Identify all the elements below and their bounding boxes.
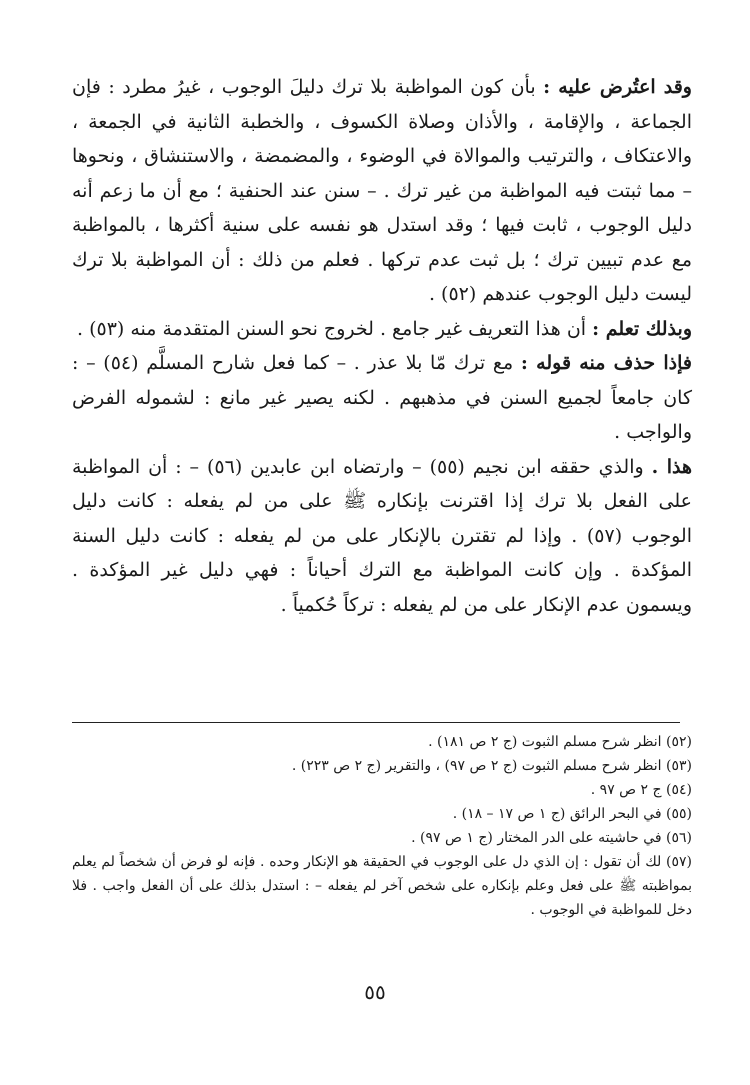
paragraph-objection [72,70,692,312]
footnote-52: (٥٢) انظر شرح مسلم الثبوت (ج ٢ ص ١٨١) . [428,734,692,750]
footnote-57: (٥٧) لك أن تقول : إن الذي دل على الوجوب في الحقيقة هو الإنكار وحده . فإنه لو فرض أن شخصاً لم يعلم بمواظبته ﷺ على فعل وعلم بإنكاره على شخص آخر لم يفعله – : استدل بذلك على أن الفعل واجب . فلا دخل للمواظبة في الوجوب . [72,854,692,918]
footnotes [72,730,692,922]
paragraph-conclusion [72,312,692,347]
footnote-divider [72,722,680,723]
paragraph-lead: هذا . [651,455,692,478]
footnote-53: (٥٣) انظر شرح مسلم الثبوت (ج ٢ ص ٩٧) ، والتقرير (ج ٢ ص ٢٢٣) . [291,758,692,774]
paragraph-verification [72,450,692,623]
paragraph-text: أن هذا التعريف غير جامع . لخروج نحو السنن المتقدمة منه (٥٣) . [76,317,593,340]
page-number: ٥٥ [364,980,386,1004]
paragraph-lead: فإذا حذف منه قوله : [520,352,692,374]
paragraph-text: والذي حققه ابن نجيم (٥٥) – وارتضاه ابن عابدين (٥٦) – : أن المواظبة على الفعل بلا ترك إذا اقترنت بإنكاره ﷺ على من لم يفعله : كانت دليل الوجوب (٥٧) . وإذا لم تقترن بالإنكار على من لم يفعله : كانت دليل السنة المؤكدة . وإن كانت المواظبة مع الترك أحياناً : فهي دليل غير المؤكدة . ويسمون عدم الإنكار على من لم يفعله : تركاً حُكمياً . [72,455,692,616]
footnote-54: (٥٤) ج ٢ ص ٩٧ . [590,782,692,798]
footnote-55: (٥٥) في البحر الرائق (ج ١ ص ١٧ – ١٨) . [452,806,692,822]
paragraph-lead: وقد اعتُرض عليه : [543,76,692,98]
paragraph-lead: وبذلك تعلم : [592,317,692,340]
paragraph-deletion [72,346,692,450]
footnote-56: (٥٦) في حاشيته على الدر المختار (ج ١ ص ٩٧) . [411,830,692,846]
paragraph-text: بأن كون المواظبة بلا ترك دليلَ الوجوب ، غيرُ مطرد : فإن الجماعة ، والإقامة ، والأذان وصلاة الكسوف ، والخطبة الثانية في الجمعة ، والاعتكاف ، والترتيب والموالاة في الوضوء ، والمضمضة ، والاستنشاق ، ونحوها – مما ثبتت فيه المواظبة من غير ترك . – سنن عند الحنفية ؛ مع أن ما زعم أنه دليل الوجوب ، ثابت فيها ؛ وقد استدل هو نفسه على سنية أكثرها ، بالمواظبة مع عدم تبيين ترك ؛ بل ثبت عدم تركها . فعلم من ذلك : أن المواظبة بلا ترك ليست دليل الوجوب عندهم (٥٢) . [72,76,692,305]
paragraph-text: مع ترك مّا بلا عذر . – كما فعل شارح المسلَّم (٥٤) – : كان جامعاً لجميع السنن في مذهبهم . لكنه يصير غير مانع : لشموله الفرض والواجب . [72,352,692,443]
main-text [72,70,692,622]
